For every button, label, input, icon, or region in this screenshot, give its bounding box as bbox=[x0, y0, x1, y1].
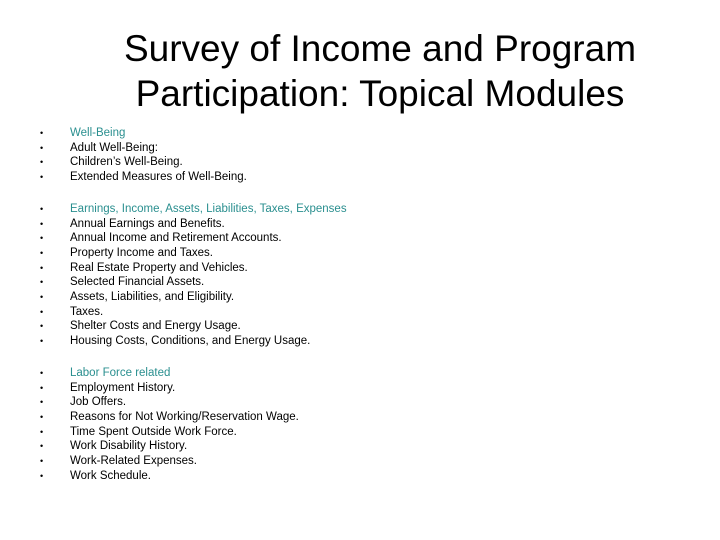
bullet-icon: • bbox=[40, 292, 44, 303]
bullet-icon: • bbox=[40, 142, 44, 153]
bullet-icon: • bbox=[40, 172, 44, 183]
group-earnings-income bbox=[30, 202, 690, 349]
list-item bbox=[30, 439, 690, 454]
list-item-text: Real Estate Property and Vehicles. bbox=[70, 261, 248, 274]
bullet-icon: • bbox=[40, 426, 44, 437]
bullet-icon: • bbox=[40, 203, 44, 214]
list-item-text: Work Schedule. bbox=[70, 469, 151, 482]
list-item bbox=[30, 141, 690, 156]
group-heading: Earnings, Income, Assets, Liabilities, Taxes, Expenses bbox=[70, 202, 347, 215]
list-item bbox=[30, 231, 690, 246]
bullet-icon: • bbox=[40, 218, 44, 229]
group-heading: Well-Being bbox=[70, 127, 126, 139]
list-item bbox=[30, 319, 690, 334]
list-item-text: Reasons for Not Working/Reservation Wage. bbox=[70, 410, 299, 423]
list-item-text: Annual Earnings and Benefits. bbox=[70, 217, 225, 230]
list-item bbox=[30, 290, 690, 305]
bullet-icon: • bbox=[40, 247, 44, 258]
bullet-icon: • bbox=[40, 277, 44, 288]
group-heading-item bbox=[30, 366, 690, 381]
list-item-text: Housing Costs, Conditions, and Energy Usage. bbox=[70, 335, 311, 348]
list-item-text: Taxes. bbox=[70, 305, 104, 318]
group-heading-item bbox=[30, 126, 690, 141]
list-item bbox=[30, 334, 690, 349]
list-item bbox=[30, 305, 690, 320]
bullet-icon: • bbox=[40, 336, 44, 347]
list-item bbox=[30, 425, 690, 440]
list-item-text: Shelter Costs and Energy Usage. bbox=[70, 320, 241, 333]
bullet-icon: • bbox=[40, 321, 44, 332]
list-item bbox=[30, 381, 690, 396]
bullet-icon: • bbox=[40, 157, 44, 168]
bullet-icon: • bbox=[40, 233, 44, 244]
list-item-text: Children’s Well-Being. bbox=[70, 156, 183, 169]
list-item-text: Work Disability History. bbox=[70, 440, 188, 453]
bullet-icon: • bbox=[40, 441, 44, 452]
slide-title bbox=[40, 26, 720, 116]
bullet-icon: • bbox=[40, 470, 44, 481]
list-item-text: Extended Measures of Well-Being. bbox=[70, 171, 247, 184]
group-heading-item bbox=[30, 202, 690, 217]
bullet-icon: • bbox=[40, 367, 44, 378]
list-item bbox=[30, 395, 690, 410]
bullet-icon: • bbox=[40, 411, 44, 422]
bullet-icon: • bbox=[40, 128, 44, 138]
bullet-content bbox=[30, 126, 690, 500]
list-item bbox=[30, 469, 690, 484]
group-heading: Labor Force related bbox=[70, 366, 171, 379]
list-item bbox=[30, 275, 690, 290]
list-item-text: Selected Financial Assets. bbox=[70, 276, 205, 289]
list-item bbox=[30, 170, 690, 185]
list-item bbox=[30, 454, 690, 469]
bullet-icon: • bbox=[40, 397, 44, 408]
title-line-1: Survey of Income and Program bbox=[123, 28, 637, 69]
list-item bbox=[30, 155, 690, 170]
bullet-icon: • bbox=[40, 262, 44, 273]
list-item-text: Employment History. bbox=[70, 381, 176, 394]
list-item-text: Assets, Liabilities, and Eligibility. bbox=[70, 291, 235, 304]
list-item-text: Annual Income and Retirement Accounts. bbox=[70, 232, 282, 245]
list-item bbox=[30, 261, 690, 276]
list-item-text: Property Income and Taxes. bbox=[70, 246, 213, 259]
list-item-text: Time Spent Outside Work Force. bbox=[70, 425, 237, 438]
list-item-text: Job Offers. bbox=[70, 396, 127, 409]
group-labor-force bbox=[30, 366, 690, 484]
list-item-text: Work-Related Expenses. bbox=[70, 455, 197, 468]
bullet-icon: • bbox=[40, 456, 44, 467]
list-item bbox=[30, 217, 690, 232]
list-item-text: Adult Well-Being: bbox=[70, 141, 158, 154]
bullet-icon: • bbox=[40, 382, 44, 393]
title-line-2: Participation: Topical Modules bbox=[135, 73, 625, 114]
bullet-icon: • bbox=[40, 306, 44, 317]
group-well-being bbox=[30, 126, 690, 185]
list-item bbox=[30, 246, 690, 261]
list-item bbox=[30, 410, 690, 425]
